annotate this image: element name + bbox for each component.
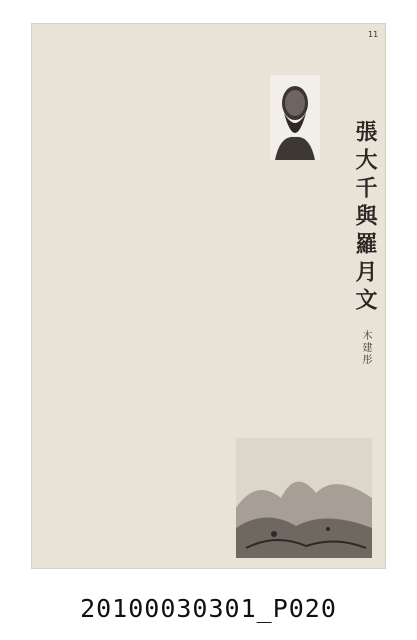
article-title: 張大千與羅月文 <box>352 120 378 316</box>
page-number: 11 <box>368 30 379 39</box>
landscape-illustration <box>236 438 372 558</box>
landscape-painting <box>236 438 372 558</box>
portrait-illustration <box>270 75 320 160</box>
text-block-top-right <box>224 75 268 175</box>
portrait-photo <box>270 75 320 160</box>
text-block-middle <box>35 265 370 430</box>
article-author: 木建彤 <box>360 330 371 366</box>
text-block-bottom <box>35 440 230 560</box>
text-block-top <box>35 75 223 260</box>
image-identifier: 20100030301_P020 <box>80 594 337 623</box>
